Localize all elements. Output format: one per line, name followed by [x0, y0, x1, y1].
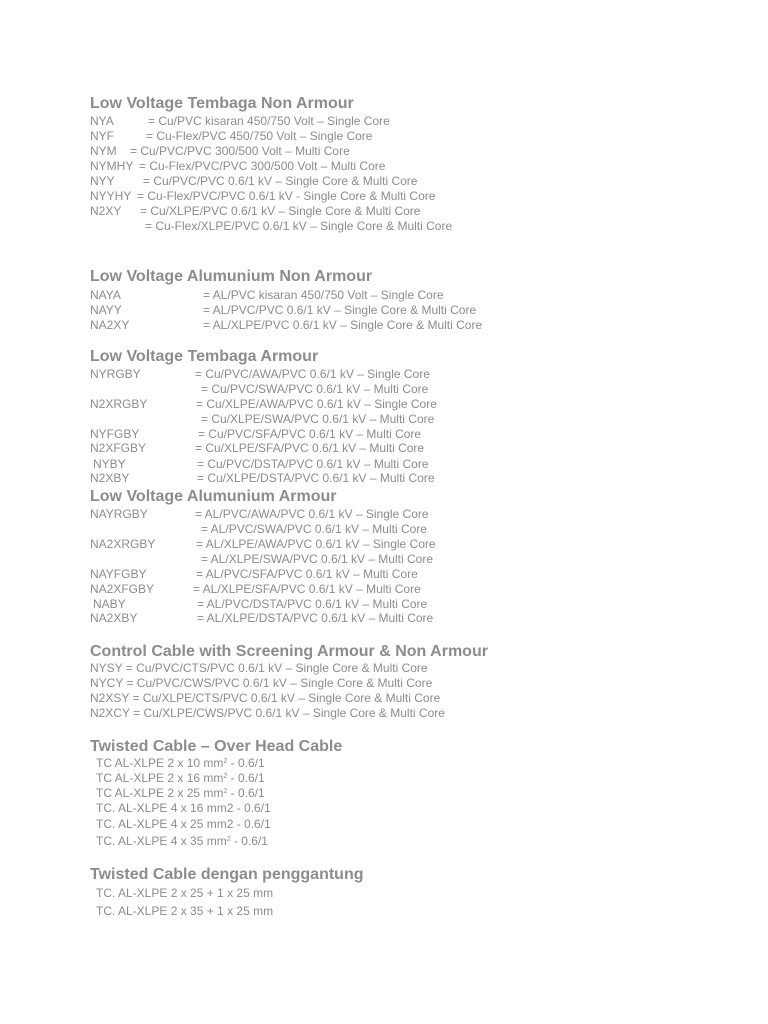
cable-desc: = Cu-Flex/XLPE/PVC 0.6/1 kV – Single Core & Multi Core — [145, 219, 453, 233]
cable-code: NYRGBY — [90, 367, 141, 381]
cable-desc: = Cu/PVC/PVC 0.6/1 kV – Single Core & Multi Core — [143, 174, 418, 188]
cable-code: NYFGBY — [90, 427, 140, 441]
cable-code: N2XFGBY — [90, 441, 147, 455]
cable-code: NYA — [90, 114, 114, 128]
cable-code: NABY — [93, 597, 126, 611]
cable-code: NAYFGBY — [90, 567, 147, 581]
item-text: TC. AL-XLPE 4 x 16 mm2 - 0.6/1 — [96, 801, 271, 815]
list-item — [96, 817, 271, 831]
cable-desc: = Cu/XLPE/AWA/PVC 0.6/1 kV – Single Core — [196, 397, 437, 411]
cable-code: NYY — [90, 174, 115, 188]
cable-desc: = Cu-Flex/PVC 450/750 Volt – Single Core — [146, 129, 373, 143]
section-title-tembaga-non-armour: Low Voltage Tembaga Non Armour — [90, 95, 354, 112]
superscript: 2 — [223, 788, 228, 795]
cable-code: NA2XBY — [90, 611, 138, 625]
item-tail: - 0.6/1 — [227, 756, 265, 770]
cable-desc: = Cu-Flex/PVC/PVC 0.6/1 kV - Single Core & Multi Core — [137, 189, 436, 203]
cable-code: NYBY — [93, 457, 126, 471]
item-text: TC AL-XLPE 2 x 25 mm — [96, 786, 224, 800]
cable-desc: = Cu/XLPE/PVC 0.6/1 kV – Single Core & Multi Core — [140, 204, 421, 218]
section-title-alumunium-non-armour: Low Voltage Alumunium Non Armour — [90, 268, 373, 285]
section-title-twisted-cable: Twisted Cable – Over Head Cable — [90, 738, 343, 755]
cable-desc: = Cu/PVC/AWA/PVC 0.6/1 kV – Single Core — [195, 367, 430, 381]
cable-desc: = Cu/PVC/SFA/PVC 0.6/1 kV – Multi Core — [198, 427, 422, 441]
cable-desc: = AL/PVC/AWA/PVC 0.6/1 kV – Single Core — [195, 507, 429, 521]
cable-code: NAYA — [90, 288, 121, 302]
list-item: TC. AL-XLPE 2 x 25 + 1 x 25 mm — [96, 886, 274, 900]
item-text: TC AL-XLPE 2 x 10 mm — [96, 756, 224, 770]
item-tail: - 0.6/1 — [227, 786, 265, 800]
cable-desc: = Cu/PVC kisaran 450/750 Volt – Single Core — [148, 114, 390, 128]
section-title-twisted-penggantung: Twisted Cable dengan penggantung — [90, 866, 364, 883]
item-tail: - 0.6/1 — [230, 834, 268, 848]
list-item — [96, 756, 265, 770]
cable-desc: = AL/PVC/PVC 0.6/1 kV – Single Core & Multi Core — [203, 303, 477, 317]
list-item — [96, 834, 268, 848]
cable-desc: = Cu/XLPE/SFA/PVC 0.6/1 kV – Multi Core — [195, 441, 425, 455]
cable-code: NYM — [90, 144, 117, 158]
cable-desc: = AL/PVC/SFA/PVC 0.6/1 kV – Multi Core — [196, 567, 418, 581]
cable-desc: = AL/XLPE/DSTA/PVC 0.6/1 kV – Multi Core — [197, 611, 434, 625]
list-item: N2XCY = Cu/XLPE/CWS/PVC 0.6/1 kV – Single Core & Multi Core — [90, 706, 445, 720]
section-title-tembaga-armour: Low Voltage Tembaga Armour — [90, 348, 319, 365]
superscript: 2 — [223, 773, 228, 780]
cable-desc: = Cu-Flex/PVC/PVC 300/500 Volt – Multi Core — [139, 159, 386, 173]
cable-desc: = AL/XLPE/SWA/PVC 0.6/1 kV – Multi Core — [201, 552, 433, 566]
list-item: NYCY = Cu/PVC/CWS/PVC 0.6/1 kV – Single Core & Multi Core — [90, 676, 433, 690]
cable-desc: = AL/XLPE/PVC 0.6/1 kV – Single Core & Multi Core — [203, 318, 483, 332]
item-tail: - 0.6/1 — [227, 771, 265, 785]
cable-desc: = AL/XLPE/SFA/PVC 0.6/1 kV – Multi Core — [193, 582, 421, 596]
list-item — [96, 771, 265, 785]
cable-desc: = Cu/PVC/PVC 300/500 Volt – Multi Core — [130, 144, 350, 158]
superscript: 2 — [223, 758, 228, 765]
cable-desc: = Cu/XLPE/SWA/PVC 0.6/1 kV – Multi Core — [201, 412, 435, 426]
cable-code: NA2XRGBY — [90, 537, 156, 551]
cable-desc: = AL/PVC/SWA/PVC 0.6/1 kV – Multi Core — [201, 522, 427, 536]
cable-code: NYF — [90, 129, 114, 143]
cable-code: NAYRGBY — [90, 507, 148, 521]
cable-desc: = AL/XLPE/AWA/PVC 0.6/1 kV – Single Core — [196, 537, 436, 551]
cable-code: NYYHY — [90, 189, 132, 203]
item-text: TC. AL-XLPE 4 x 35 mm — [96, 834, 227, 848]
cable-desc: = Cu/XLPE/DSTA/PVC 0.6/1 kV – Multi Core — [197, 471, 435, 485]
list-item: NYSY = Cu/PVC/CTS/PVC 0.6/1 kV – Single Core & Multi Core — [90, 661, 428, 675]
cable-code: NA2XY — [90, 318, 130, 332]
section-title-control-cable: Control Cable with Screening Armour & Non Armour — [90, 643, 488, 660]
cable-code: N2XY — [90, 204, 122, 218]
cable-code: NYMHY — [90, 159, 134, 173]
cable-desc: = Cu/PVC/SWA/PVC 0.6/1 kV – Multi Core — [201, 382, 429, 396]
list-item: N2XSY = Cu/XLPE/CTS/PVC 0.6/1 kV – Single Core & Multi Core — [90, 691, 441, 705]
cable-desc: = AL/PVC kisaran 450/750 Volt – Single Core — [203, 288, 444, 302]
cable-code: N2XRGBY — [90, 397, 148, 411]
cable-code: NA2XFGBY — [90, 582, 155, 596]
cable-code: NAYY — [90, 303, 122, 317]
cable-desc: = AL/PVC/DSTA/PVC 0.6/1 kV – Multi Core — [197, 597, 428, 611]
list-item — [96, 801, 271, 815]
item-text: TC AL-XLPE 2 x 16 mm — [96, 771, 224, 785]
item-text: TC. AL-XLPE 4 x 25 mm2 - 0.6/1 — [96, 817, 271, 831]
list-item: TC. AL-XLPE 2 x 35 + 1 x 25 mm — [96, 904, 274, 918]
superscript: 2 — [226, 836, 231, 843]
section-title-alumunium-armour: Low Voltage Alumunium Armour — [90, 488, 337, 505]
cable-desc: = Cu/PVC/DSTA/PVC 0.6/1 kV – Multi Core — [197, 457, 429, 471]
cable-code: N2XBY — [90, 471, 130, 485]
list-item — [96, 786, 265, 800]
